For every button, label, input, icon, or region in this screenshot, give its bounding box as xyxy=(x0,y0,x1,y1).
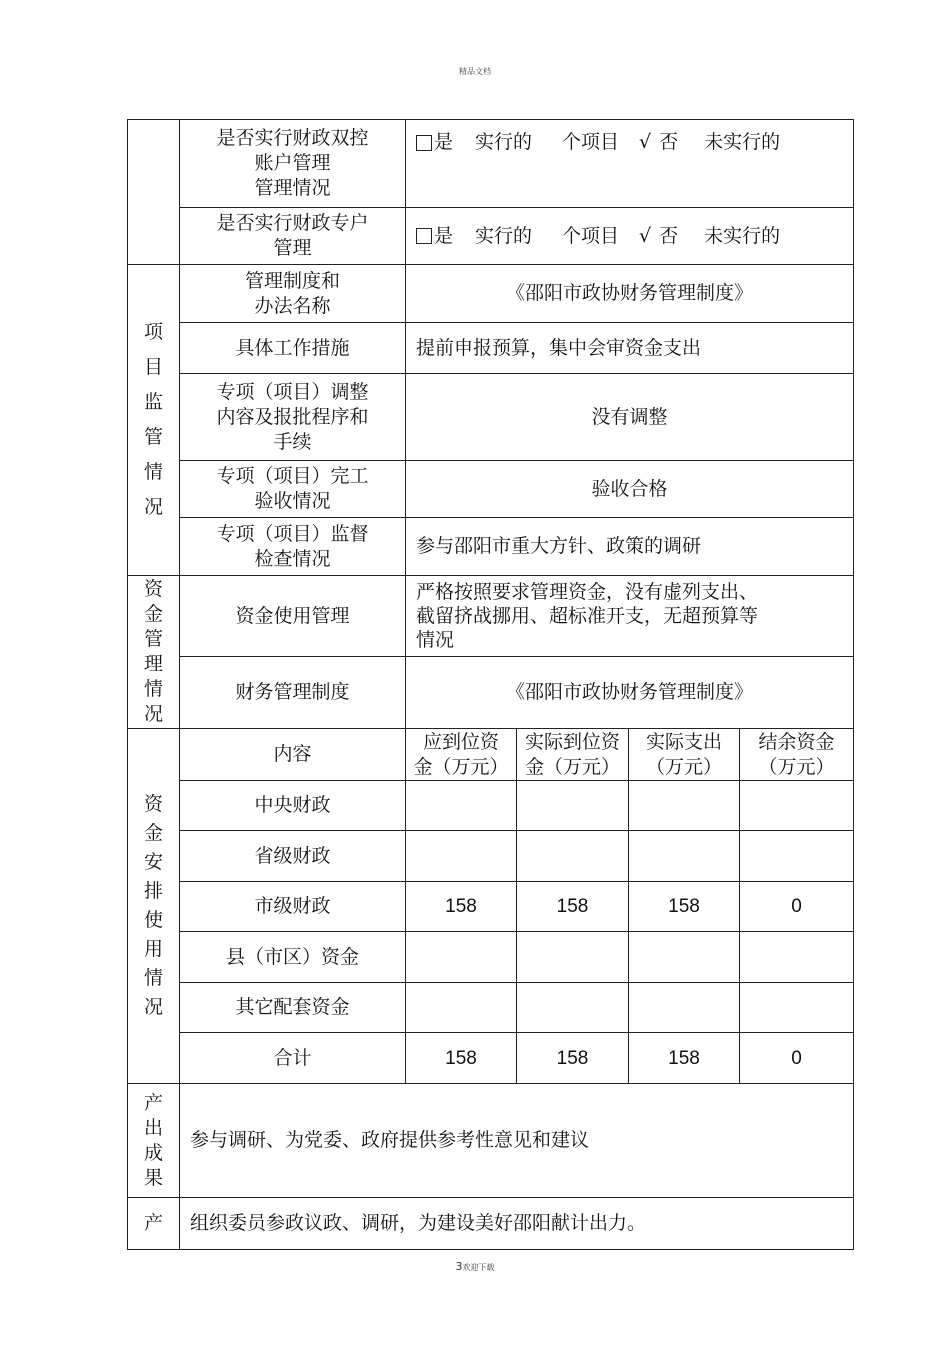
section-label-text: 项目监管情况 xyxy=(143,321,163,518)
yes-checkbox[interactable] xyxy=(416,135,432,151)
management-system-value: 《邵阳市政协财务管理制度》 xyxy=(406,265,854,323)
finance-system-value: 《邵阳市政协财务管理制度》 xyxy=(406,657,854,729)
adjustment-value: 没有调整 xyxy=(406,374,854,461)
row-label: 市级财政 xyxy=(180,882,406,932)
balance-cell: 0 xyxy=(740,882,854,932)
row-label: 县（市区）资金 xyxy=(180,932,406,983)
output-section-label xyxy=(128,1084,180,1198)
label-line: 手续 xyxy=(273,430,312,453)
label-line: 验收情况 xyxy=(254,490,331,512)
label-line: 是否实行财政双控 xyxy=(216,127,369,149)
table-row xyxy=(128,781,854,831)
implemented-label: 实行的 xyxy=(475,224,533,247)
yes-checkbox[interactable] xyxy=(416,228,432,244)
header-line: 金（万元） xyxy=(413,755,509,778)
outcome-section-label xyxy=(128,1198,180,1250)
no-label: 否 xyxy=(659,131,679,153)
header-line: 应到位资 xyxy=(422,730,499,753)
not-implemented-label: 未实行的 xyxy=(704,224,781,247)
column-header-due xyxy=(406,729,517,781)
project-count-label: 个项目 xyxy=(562,131,620,153)
special-account-label xyxy=(180,208,406,265)
inspection-label xyxy=(180,518,406,576)
due-cell: 158 xyxy=(406,1033,517,1084)
inspection-value: 参与邵阳市重大方针、政策的调研 xyxy=(406,518,854,576)
outcome-value: 组织委员参政议政、调研，为建设美好邵阳献计出力。 xyxy=(180,1198,854,1250)
table-row xyxy=(128,882,854,932)
label-line: 专项（项目）监督 xyxy=(216,522,369,545)
due-cell xyxy=(406,781,517,831)
yes-label: 是 xyxy=(434,224,454,247)
section-label-text: 资金管理情况 xyxy=(143,578,163,725)
dual-control-value xyxy=(406,120,854,208)
page-header: 精品文档 xyxy=(459,67,491,76)
output-row xyxy=(128,1084,854,1198)
label-line: 检查情况 xyxy=(254,547,331,570)
label-line: 管理情况 xyxy=(254,177,331,199)
work-measures-value: 提前申报预算，集中会审资金支出 xyxy=(406,323,854,374)
column-header-actual xyxy=(517,729,629,781)
project-supervision-section-label xyxy=(128,265,180,576)
top-left-blank-cell xyxy=(128,120,180,265)
page-number: 3 xyxy=(455,1260,463,1273)
spent-cell xyxy=(629,932,740,983)
header-line: 结余资金 xyxy=(758,730,835,753)
spent-cell: 158 xyxy=(629,882,740,932)
due-cell: 158 xyxy=(406,882,517,932)
dual-control-row xyxy=(128,120,854,208)
fund-usage-value xyxy=(406,576,854,657)
column-header-spent xyxy=(629,729,740,781)
balance-cell xyxy=(740,781,854,831)
finance-system-label: 财务管理制度 xyxy=(180,657,406,729)
table-row xyxy=(128,983,854,1033)
label-line: 专项（项目）调整 xyxy=(216,380,369,403)
section-label-text: 产出成果 xyxy=(143,1091,163,1189)
actual-cell xyxy=(517,831,629,882)
outcome-row xyxy=(128,1198,854,1250)
spent-cell xyxy=(629,983,740,1033)
inspection-row xyxy=(128,518,854,576)
table-row xyxy=(128,932,854,983)
fund-usage-label: 资金使用管理 xyxy=(180,576,406,657)
balance-cell xyxy=(740,831,854,882)
header-line: 实际到位资 xyxy=(524,730,620,753)
balance-cell xyxy=(740,932,854,983)
value-line: 严格按照要求管理资金，没有虚列支出、 xyxy=(416,581,759,603)
actual-cell: 158 xyxy=(517,1033,629,1084)
footer-text: 欢迎下载 xyxy=(462,1263,495,1272)
label-line: 是否实行财政专户 xyxy=(216,212,369,234)
due-cell xyxy=(406,932,517,983)
header-line: （万元） xyxy=(645,755,722,778)
balance-cell xyxy=(740,983,854,1033)
fund-table-header-row xyxy=(128,729,854,781)
column-header-content: 内容 xyxy=(180,729,406,781)
work-measures-row xyxy=(128,323,854,374)
page-footer xyxy=(0,1260,950,1273)
check-mark-icon: √ xyxy=(639,131,652,153)
spent-cell xyxy=(629,781,740,831)
actual-cell xyxy=(517,983,629,1033)
value-line: 截留挤战挪用、超标准开支，无超预算等 xyxy=(416,605,759,627)
management-system-row xyxy=(128,265,854,323)
actual-cell xyxy=(517,932,629,983)
acceptance-label xyxy=(180,461,406,518)
section-label-text: 资金安排使用情况 xyxy=(143,793,163,1018)
label-line: 办法名称 xyxy=(254,294,331,317)
implemented-label: 实行的 xyxy=(475,131,533,153)
label-line: 内容及报批程序和 xyxy=(216,405,369,428)
spent-cell: 158 xyxy=(629,1033,740,1084)
yes-label: 是 xyxy=(434,131,454,153)
not-implemented-label: 未实行的 xyxy=(704,131,781,153)
balance-cell: 0 xyxy=(740,1033,854,1084)
row-label: 合计 xyxy=(180,1033,406,1084)
spent-cell xyxy=(629,831,740,882)
label-line: 管理 xyxy=(273,237,312,259)
management-system-label xyxy=(180,265,406,323)
table-row xyxy=(128,831,854,882)
row-label: 其它配套资金 xyxy=(180,983,406,1033)
row-label: 中央财政 xyxy=(180,781,406,831)
header-line: 实际支出 xyxy=(645,730,722,753)
check-mark-icon: √ xyxy=(639,224,652,247)
header-line: 金（万元） xyxy=(524,755,620,778)
value-line: 情况 xyxy=(416,629,455,651)
header-line: （万元） xyxy=(758,755,835,778)
adjustment-label xyxy=(180,374,406,461)
special-account-row xyxy=(128,208,854,265)
label-line: 专项（项目）完工 xyxy=(216,465,369,487)
row-label: 省级财政 xyxy=(180,831,406,882)
dual-control-label xyxy=(180,120,406,208)
finance-system-row xyxy=(128,657,854,729)
special-account-value xyxy=(406,208,854,265)
section-label-text: 产 xyxy=(143,1212,163,1234)
due-cell xyxy=(406,831,517,882)
adjustment-row xyxy=(128,374,854,461)
actual-cell xyxy=(517,781,629,831)
acceptance-row xyxy=(128,461,854,518)
project-report-table xyxy=(127,119,854,1250)
fund-management-section-label xyxy=(128,576,180,729)
project-count-label: 个项目 xyxy=(562,224,620,247)
actual-cell: 158 xyxy=(517,882,629,932)
work-measures-label: 具体工作措施 xyxy=(180,323,406,374)
fund-usage-row xyxy=(128,576,854,657)
column-header-balance xyxy=(740,729,854,781)
fund-arrangement-section-label xyxy=(128,729,180,1084)
acceptance-value: 验收合格 xyxy=(406,461,854,518)
no-label: 否 xyxy=(659,224,679,247)
due-cell xyxy=(406,983,517,1033)
label-line: 账户管理 xyxy=(254,152,331,174)
label-line: 管理制度和 xyxy=(244,269,340,292)
output-value: 参与调研、为党委、政府提供参考性意见和建议 xyxy=(180,1084,854,1198)
total-row xyxy=(128,1033,854,1084)
